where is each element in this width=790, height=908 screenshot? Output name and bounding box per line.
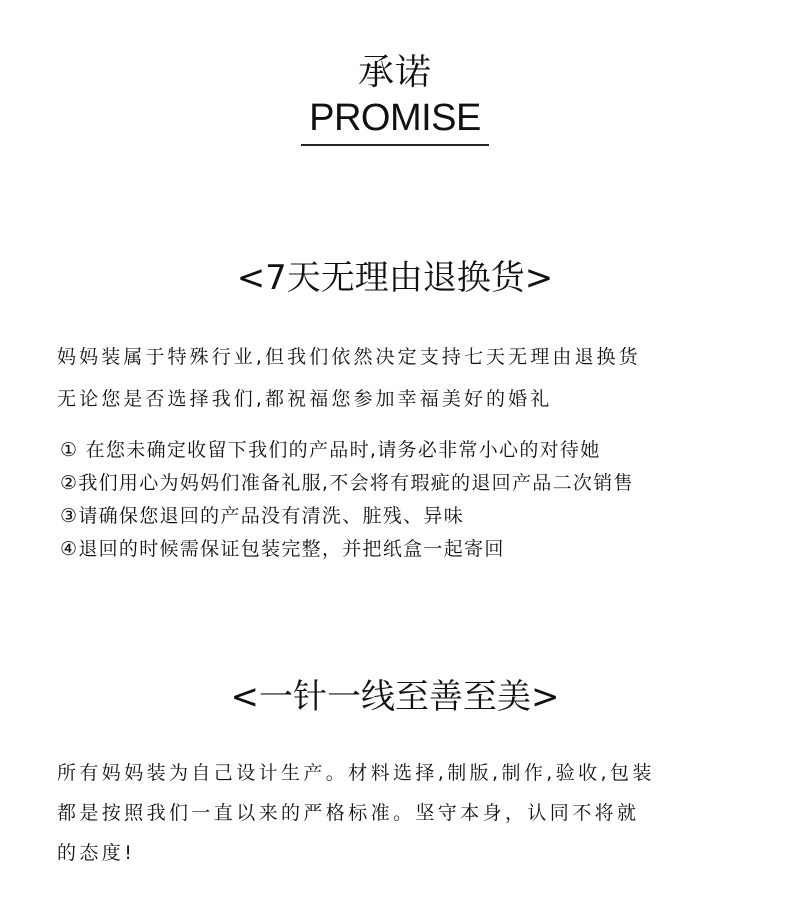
- craftsmanship-heading: <一针一线至善至美>: [230, 677, 560, 717]
- paragraph-line: 妈妈装属于特殊行业,但我们依然决定支持七天无理由退换货: [57, 346, 641, 368]
- return-notes-list: [60, 434, 760, 566]
- page-title: 承诺: [357, 52, 432, 93]
- paragraph-line: 无论您是否选择我们,都祝福您参加幸福美好的婚礼: [57, 388, 553, 410]
- paragraph-line: 所有妈妈装为自己设计生产。材料选择,制版,制作,验收,包装: [57, 762, 655, 784]
- promise-header: [0, 50, 790, 146]
- page-subtitle: PROMISE: [301, 96, 489, 146]
- paragraph-line: 都是按照我们一直以来的严格标准。坚守本身，认同不将就: [57, 802, 640, 824]
- return-policy-paragraph: [57, 336, 747, 420]
- return-policy-heading: <7天无理由退换货>: [236, 258, 554, 298]
- craftsmanship-paragraph: [57, 753, 747, 873]
- list-item: ③请确保您退回的产品没有清洗、脏残、异味: [60, 505, 465, 527]
- list-item: ① 在您未确定收留下我们的产品时,请务必非常小心的对待她: [60, 439, 601, 461]
- list-item: ②我们用心为妈妈们准备礼服,不会将有瑕疵的退回产品二次销售: [60, 472, 634, 494]
- paragraph-line: 的态度!: [57, 842, 136, 864]
- list-item: ④退回的时候需保证包装完整，并把纸盒一起寄回: [60, 538, 505, 560]
